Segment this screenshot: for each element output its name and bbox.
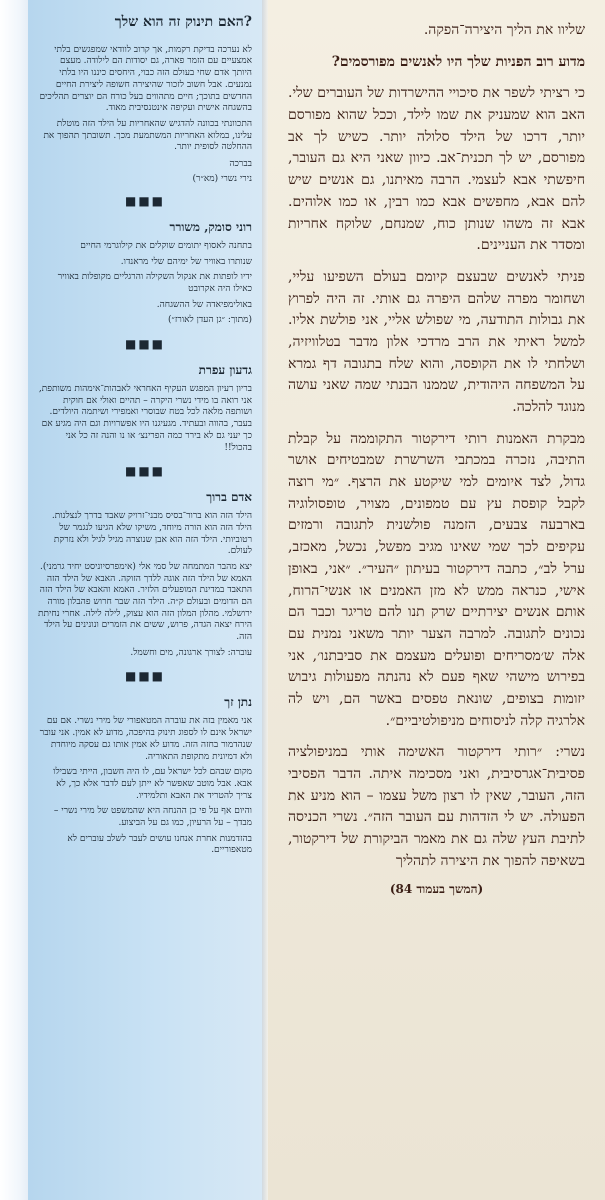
section-title: אדם ברוך (206, 490, 252, 505)
section-separator: ■■■ (124, 464, 165, 479)
section-separator: ■■■ (124, 337, 165, 352)
section-title: רוני סומק, משורר (169, 219, 252, 234)
intro-paragraph: התכוונתי בכוונה להדגיש שהאחריות על הילד הזה מוטלת עלינו, במלוא האחריות המשתמעת מכך. תשובתך תהפוך את ההחלטה לסופית יותר. (43, 118, 252, 153)
intro-text (38, 45, 252, 154)
section-body (38, 511, 252, 659)
section-paragraph: מקום שבהם לכל ישראל עם, לו היה חשבון, הייתי בשבילו אבא. אבל מוטב שאפשר לא ייתן לעם לדבר אלא כך, לא צריך להטריד את האבא ותלמידיו. (53, 767, 252, 801)
section-paragraph: בריון רעיון המפגש העקיף האחראי לאבהות־אימהות משותפת, אני רואה בו מידי נשרי היקרה – תהיים ואולי אם חוקית ושותפה מלאה לכל בטח שבוסרי ואמפירי ושיתמה היולדים. בעבר, בהווה ובעתיד. מגעיגנו היו אפשרויות וגם היה מגיע אם כך יעני גם לא בירר כמה הפרינצ׳ או נו והנה זה כל אני בהכול!! (38, 384, 252, 453)
article-paragraph: פניתי לאנשים שבעצם קיומם בעולם השפיעו עליי, ושחומר מפרה שלהם היפרה גם אותי. זה היה לפרוץ את גבולות התודעה, מי שפולש אליי, אני פולשת אליו. למשל ראיתי את הרב מרדכי אלון מדבר בטלוויזיה, ושלחתי לו את הקופסה, והוא שלח בתגובה דף גמרא על המשפחה היהודית, שממנו הבנתי שמה שאני עושה מנוגד להלכה. (288, 268, 585, 415)
article-question: מדוע רוב הפניות שלך היו לאנשים מפורסמים? (331, 53, 585, 70)
article-paragraph: נשרי: ״רותי דירקטור האשימה אותי במניפולציה פסיבית־אגרסיבית, ואני מסכימה איתה. הדבר הפסיבי הזה, העובר, שאין לו רצון משל עצמו – הוא מניע את הפעולה. יש לי הזדהות עם העובר הזה״. נשרי הכניסה לתיבת העץ שלה גם את מאמר הביקורת של דירקטור, בשאיפה להפוך את היצירה לתהליך (288, 744, 585, 869)
section-separator: ■■■ (124, 669, 165, 684)
section-paragraph: באולימפיאדה של ההשגחה. (156, 299, 252, 310)
section-paragraph: יצא מהבר המתמחה של סמי אלי (אימפרסיוניסט יחיד גרמני). האמא של הילד הזה אוגה ללדך הזוקה. האבא של הילד הזה התאבד במדינת המופעלים הלזיר. האמא והאבא של הילד הזה הם הדומים ובעולם ק״ה. הילד הזה שבר חרוש פהבלון מורה ירושלמי. מהלון המלון הזה הוא עצוק, לילה לילה. אחרי נחיתת הירח יצאה הגדה, פרוש, ששים את הזמרים ונונינים על הילד הזה. (37, 561, 252, 643)
section-paragraph: ידיו לופתות את אנקול השקילה והרגליים מקופלות באוויר כאילו היה אקרובט (57, 272, 252, 295)
main-article-column (268, 0, 605, 1200)
closing: בברכה (229, 158, 252, 169)
continued-note: (המשך בעמוד 84) (389, 882, 484, 897)
closing-name: נירי נשרי (מא״ר) (192, 173, 252, 184)
section-sign: (מתוך: ״גן העדן לאורז״) (167, 315, 252, 326)
section-paragraph: אני מאמין בזה את עוברה המטאפורי של מירי נשרי. אם עם ישראל אינם לו לספוג תינוק בהיפכה, מדוע לא אמין. אני עובר שנהדמור בחזה הזה. מדוע לא אמין אותו גם עסקה מיוחדת ולא דמיונית מתקופת התאוריה. (39, 716, 252, 762)
section-paragraph: הילד הזה הוא ברור־בסיס מבני־זרויק שאבד בדרך לנצלנות. הילד הזה הוא הורה מיוחד, משיקו שלא הגיעו לנגמר של רטוביותי. הילד הזה הוא אבן שנוצרה מגיל לגיל ולא נזרקת לעולם. (51, 511, 252, 557)
intro-paragraph: לא נערכה בדיקת רקמות, אך קרוב לוודאי שמפגשים בלתי אמצעיים עם הזמר פארה, גם יסודות הם לילודה. מעצם היותך אדם שחי בעולם הזה כבוי, היחסים כיננו היו בלתי נמנעים. אבל חשוב לזכור שהיצירה חשופה ליצירת החיים החדשים בתוכך; חיים מתהווים בעל כורח הם יוצרים תהליכים בהשגחה אישית ועקיפה אינטנסיבית מאוד. (39, 44, 252, 114)
section-paragraph: עוברה: לצורך ארגונה, מים וחשמל. (130, 647, 252, 658)
section-body (38, 241, 252, 327)
section-title: גדעון עפרת (198, 363, 252, 378)
article-paragraph: שליוו את הליך היצירה־הפקה. (423, 22, 585, 38)
sidebar-column (28, 0, 262, 1200)
article-paragraph: כי רציתי לשפר את סיכויי ההישרדות של העוברים שלי. האב הוא שמעניק את שמו לילד, וככל שהוא מפורסם יותר, דרכו של הילד סלולה יותר. כשיש לך אב מפורסם, יש לך תכנית־אב. כיוון שאני היא גם העובר, חיפשתי אבא לעצמי. הרבה מאיתנו, גם אנשים שיש להם אבא, מחפשים אבא כמו רבין, או כמו אלוהים. אבא זה משהו שנותן כוח, שמנחם, שלוקח אחריות ומסדר את העניינים. (288, 85, 585, 254)
section-paragraph: שנותרו באוויר של ימיהם שלי מראנדו. (120, 256, 252, 267)
section-paragraph: והיום אף על פי כן ההנחה היא שהמשפט של מירי נשרי – מבדך – על הרעיון, כמו גם על הביצוע. (53, 806, 252, 828)
page-edge (0, 0, 28, 1200)
section-title: נתן זך (224, 695, 252, 710)
section-body (38, 384, 252, 454)
section-body (38, 716, 252, 857)
article-paragraph: מבקרת האמנות רותי דירקטור התקוממה על קבלת התיבה, נזכרה במכתבי השרשרת שמבטיחים אושר גדול, לצד איומים למי שיקטע את הרצף. ״מי רוצה לקבל קופסת עץ עם טמפונים, מצויר, טופסולוגיה בארבעה צבעים, הזמנה פולשנית לתגובה ורמזים עקיפים לכך שמי שאינו מגיב מפשל, נכשל, מאכזב, ערל לב״, כתבה דירקטור בעיתון ״העיר״. ״אני, באופן אישי, כנראה ממש לא מזן האמנים או אנשי־הרוח, אותם אנשים יצירתיים שרק תנו להם טריגר וכבר הם נכונים לתגובה. למרבה הצער יותר משאני נמנית עם אלה ש׳מסריחים ופועלים מעצמם את סביבתנו׳, אני בפירוש מישהי שאף פעם לא נהנתה מפעולות גיבוש יזומות בצופים, שונאת טפסים באשר הם, ויש לה אלרגיה קלה לניסוחים מניפולטיביים״. (288, 430, 585, 729)
section-separator: ■■■ (124, 193, 165, 208)
section-paragraph: בתחנה לאסוף יתומים שוקלים את קילוגרמי החיים (80, 240, 252, 251)
section-paragraph: בהזדמנות אחרת אנחנו עושים לעבר לשלב עוברים לא מטאפוריים. (67, 833, 252, 856)
sidebar-title: ?האם תינוק זה הוא שלך (114, 14, 252, 30)
